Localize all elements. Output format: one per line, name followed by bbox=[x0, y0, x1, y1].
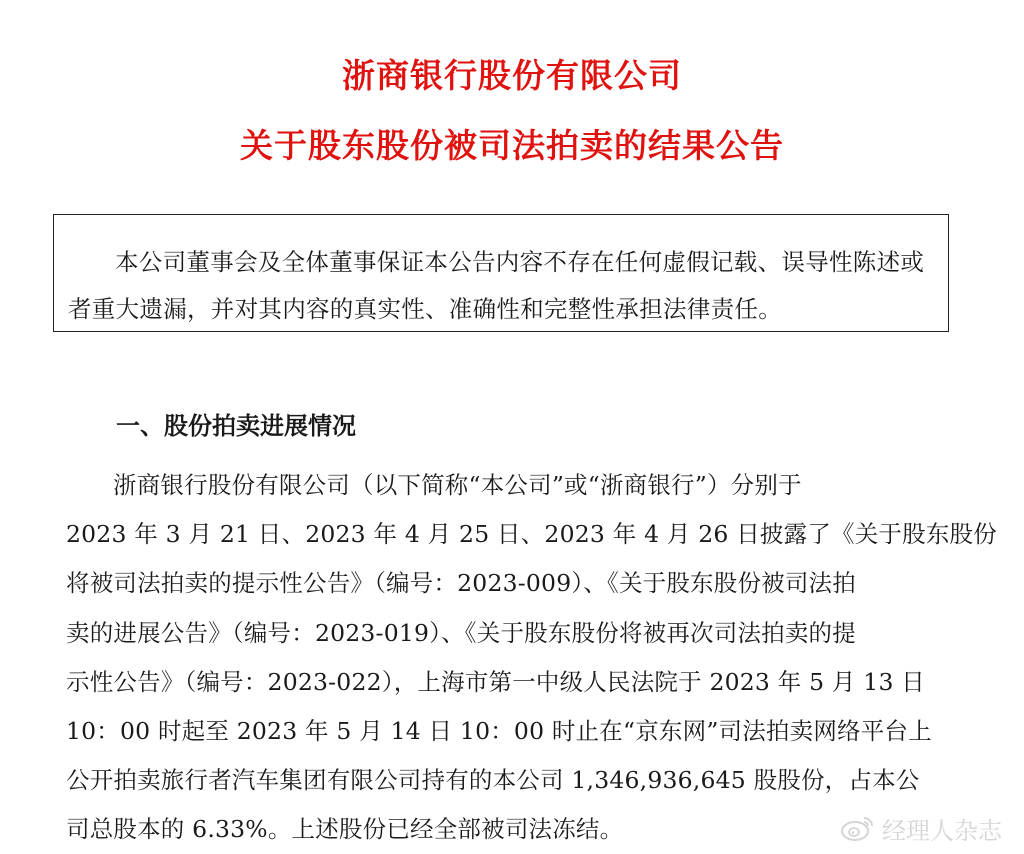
body-line: 10：00 时起至 2023 年 5 月 14 日 10：00 时止在“京东网”司法拍卖网络平台上 bbox=[66, 717, 932, 746]
body-line: 卖的进展公告》（编号：2023-019）、《关于股东股份将被再次司法拍卖的提 bbox=[66, 618, 856, 647]
body-line: 浙商银行股份有限公司（以下简称“本公司”或“浙商银行”）分别于 bbox=[113, 471, 802, 499]
body-line: 将被司法拍卖的提示性公告》（编号：2023-009）、《关于股东股份被司法拍 bbox=[66, 569, 856, 598]
weibo-icon bbox=[840, 813, 876, 843]
disclaimer-line-1: 本公司董事会及全体董事保证本公告内容不存在任何虚假记载、误导性陈述 bbox=[115, 248, 901, 276]
body-line: 司总股本的 6.33%。上述股份已经全部被司法冻结。 bbox=[66, 815, 624, 844]
section-heading: 一、股份拍卖进展情况 bbox=[116, 412, 356, 440]
watermark-text: 经理人杂志 bbox=[882, 816, 1002, 845]
company-title: 浙商银行股份有限公司 bbox=[342, 56, 682, 95]
disclaimer-text bbox=[68, 239, 934, 333]
disclaimer-box bbox=[53, 214, 949, 332]
body-line: 2023 年 3 月 21 日、2023 年 4 月 25 日、2023 年 4 月 26 日披露了《关于股东股份 bbox=[66, 520, 997, 549]
watermark bbox=[840, 810, 1002, 846]
disclaimer-line-2: 或者重大遗漏，并对其内容的真实性、准确性和完整性承担法律责任。 bbox=[68, 248, 925, 323]
body-line: 公开拍卖旅行者汽车集团有限公司持有的本公司 1,346,936,645 股股份，占本公 bbox=[66, 766, 920, 795]
body-line: 示性公告》（编号：2023-022），上海市第一中级人民法院于 2023 年 5 月 13 日 bbox=[66, 667, 925, 696]
announcement-title: 关于股东股份被司法拍卖的结果公告 bbox=[240, 126, 784, 165]
